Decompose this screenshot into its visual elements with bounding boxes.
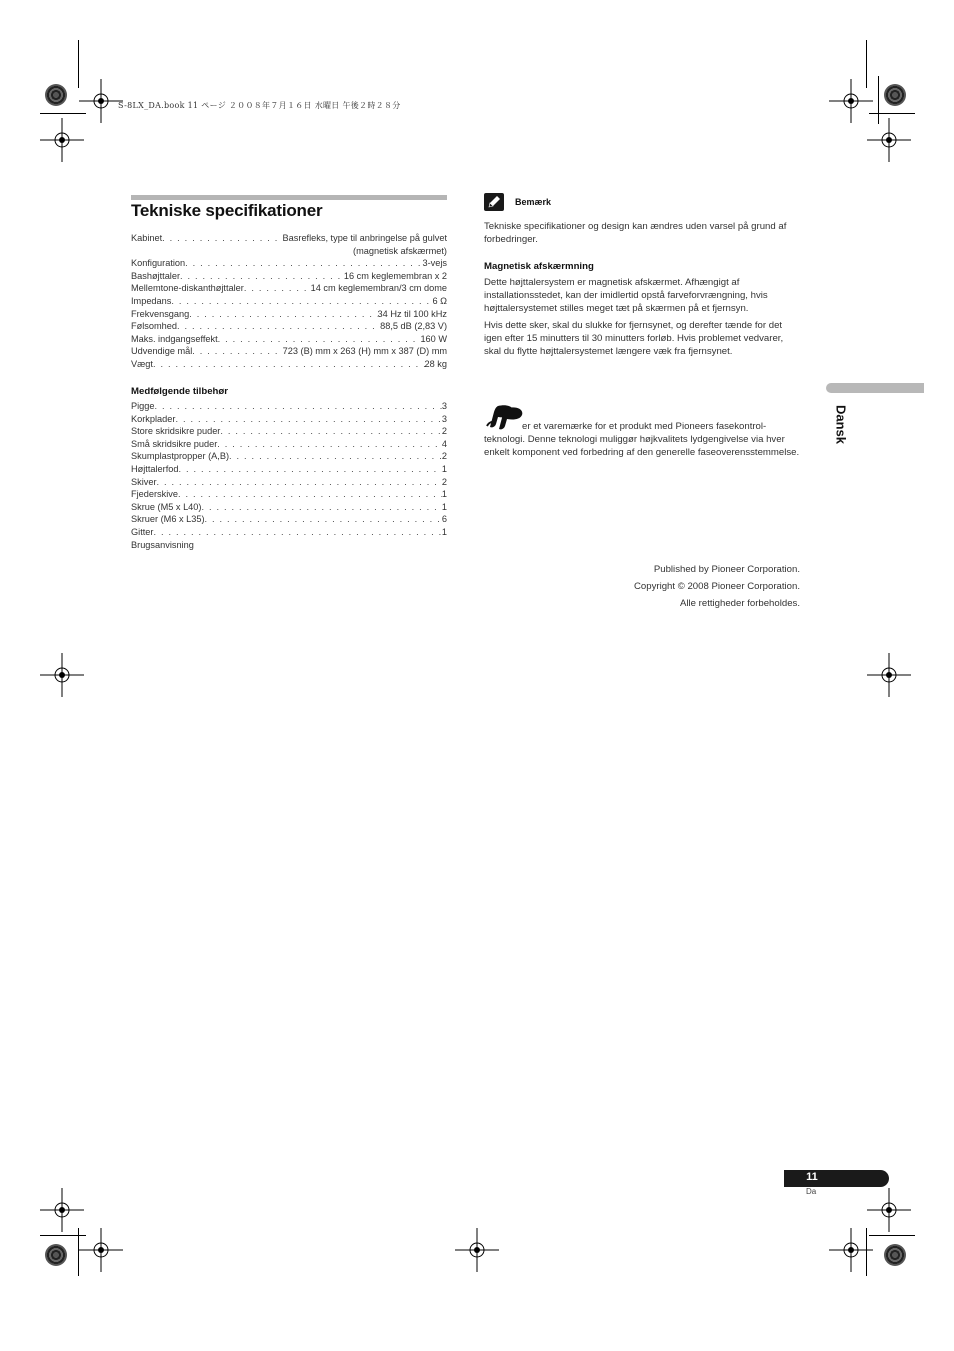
accessory-row: Brugsanvisning: [131, 539, 194, 550]
note-title: Bemærk: [515, 197, 552, 207]
spec-row: Udvendige mål . . . 723 (B) mm x 263 (H) mm x 387 (D) mm: [131, 345, 447, 358]
registration-sun-mark: [45, 84, 67, 106]
crosshair-mark: [455, 1228, 499, 1272]
registration-sun-mark: [884, 84, 906, 106]
accessory-row: Små skridsikre puder . . . 4: [131, 438, 447, 451]
shield-paragraph-2: Hvis dette sker, skal du slukke for fjernsynet, og derefter tænde for det igen efter 15 minutters til 30 minutters forløb. Hvis problemet vedvarer, skal du flytte højttalersystemet længere væk fra fjernsynet.: [484, 320, 784, 357]
spec-row: Vægt . . . 28 kg: [131, 358, 447, 371]
note-text: Tekniske specifikationer og design kan ændres uden varsel på grund af forbedringer.: [484, 221, 787, 245]
spec-row: Kabinet . . . Basrefleks, type til anbringelse på gulvet: [131, 232, 447, 245]
accessory-row: Fjederskive . . . 1: [131, 488, 447, 501]
crop-line: [40, 1235, 86, 1236]
crosshair-mark: [79, 79, 123, 123]
crop-line: [866, 1228, 867, 1276]
section-title: Tekniske specifikationer: [131, 201, 323, 220]
crop-line: [866, 40, 867, 88]
crosshair-mark: [867, 118, 911, 162]
shield-text: [484, 276, 800, 358]
crosshair-mark: [40, 653, 84, 697]
spec-row: Følsomhed . . . 88,5 dB (2,83 V): [131, 320, 447, 333]
crop-line: [40, 113, 86, 114]
crosshair-mark: [40, 118, 84, 162]
accessory-row: Skrue (M5 x L40) . . . 1: [131, 501, 447, 514]
shield-paragraph-1: Dette højttalersystem er magnetisk afskærmet. Afhængigt af installationsstedet, kan der imidlertid opstå farveforvrængning, hvis højttalersystemet stilles meget tæt på skærmen på et fjernsyn.: [484, 277, 768, 314]
spec-row: Frekvensgang . . . 34 Hz til 100 kHz: [131, 308, 447, 321]
rights-line: Alle rettigheder forbeholdes.: [680, 598, 800, 609]
crop-line: [78, 40, 79, 88]
file-header-line: S-8LX_DA.book 11 ページ ２００８年７月１６日 水曜日 午後２時２８分: [118, 101, 401, 110]
spec-row: Konfiguration . . . 3-vejs: [131, 257, 447, 270]
language-tab: [826, 383, 924, 393]
spec-row: Mellemtone-diskanthøjttaler . . . 14 cm keglemembran/3 cm dome: [131, 282, 447, 295]
accessory-row: Skruer (M6 x L35) . . . 6: [131, 513, 447, 526]
accessories-heading: Medfølgende tilbehør: [131, 386, 229, 397]
crop-line: [869, 113, 915, 114]
shield-heading: Magnetisk afskærmning: [484, 261, 594, 272]
language-tab-label: Dansk: [833, 404, 849, 445]
accessory-row: Pigge . . . 3: [131, 400, 447, 413]
accessory-row: Gitter . . . 1: [131, 526, 447, 539]
accessory-row: Højttalerfod . . . 1: [131, 463, 447, 476]
spec-row-continuation: (magnetisk afskærmet): [353, 245, 447, 256]
accessories-list: [131, 400, 447, 551]
accessory-row: Skiver . . . 2: [131, 476, 447, 489]
note-pencil-icon: [484, 193, 504, 211]
registration-sun-mark: [45, 1244, 67, 1266]
spec-row: Bashøjttaler . . . 16 cm keglemembran x 2: [131, 270, 447, 283]
crosshair-mark: [867, 1188, 911, 1232]
language-code: Da: [806, 1187, 817, 1196]
crop-line: [878, 76, 879, 124]
crosshair-mark: [867, 653, 911, 697]
copyright-line: Copyright © 2008 Pioneer Corporation.: [634, 581, 800, 592]
title-bar: [131, 195, 447, 200]
accessory-row: Store skridsikre puder . . . 2: [131, 425, 447, 438]
registration-sun-mark: [884, 1244, 906, 1266]
crop-line: [869, 1235, 915, 1236]
spec-row: Impedans . . . 6 Ω: [131, 295, 447, 308]
trademark-text: er et varemærke for et produkt med Pioneers fasekontrol-teknologi. Denne teknologi muliggør højkvalitets lydgengivelse via hver enkelt komponent ved forbedring af den generelle faseoverensstemmelse.: [484, 421, 800, 458]
publisher-line: Published by Pioneer Corporation.: [653, 564, 800, 575]
crosshair-mark: [40, 1188, 84, 1232]
page-number: 11: [806, 1171, 818, 1183]
accessory-row: Korkplader . . . 3: [131, 413, 447, 426]
spec-row: Maks. indgangseffekt . . . 160 W: [131, 333, 447, 346]
spec-list: [131, 232, 447, 371]
accessory-row: Skumplastpropper (A,B) . . . 2: [131, 450, 447, 463]
